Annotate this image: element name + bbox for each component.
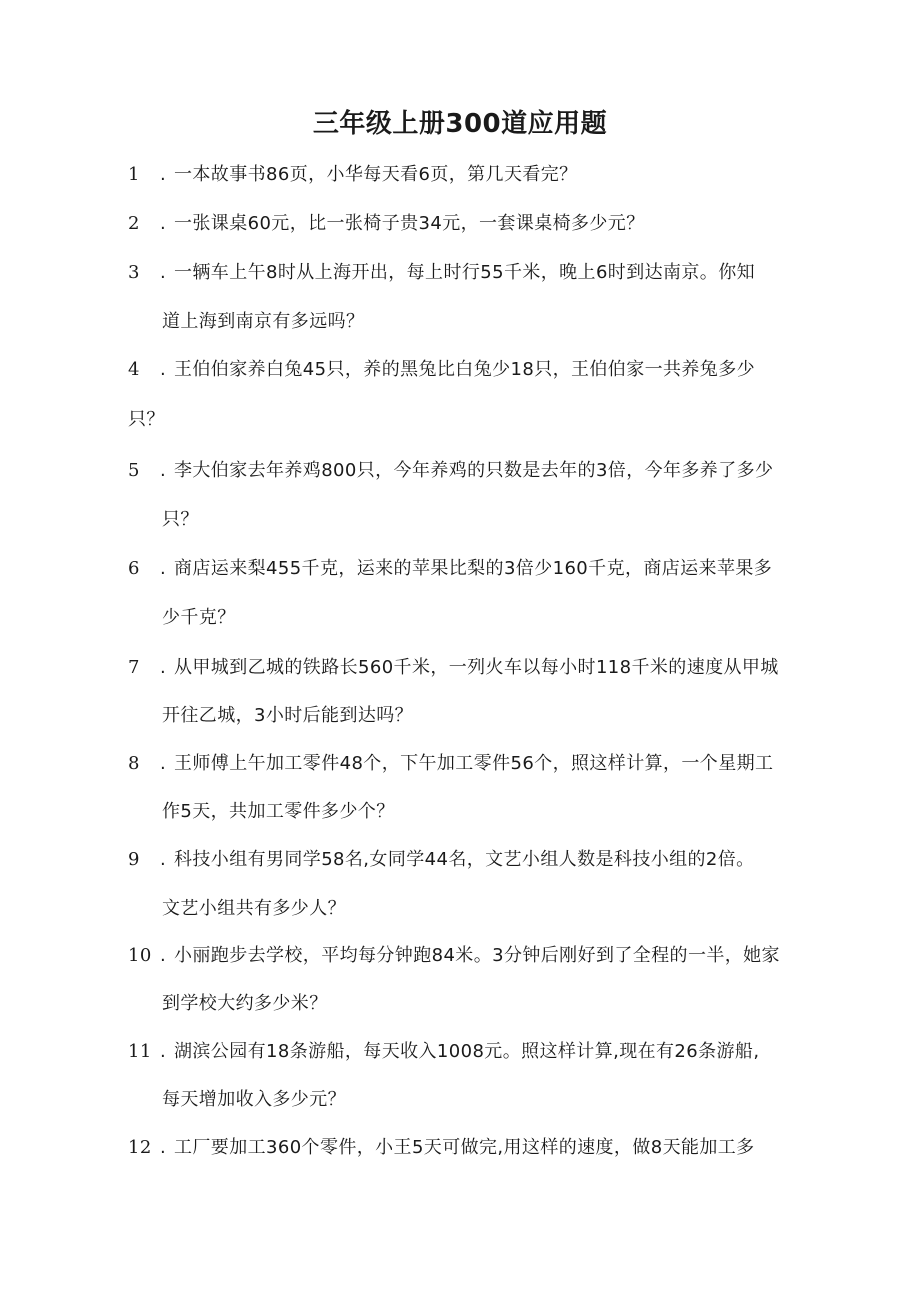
question-12: 12 . 工厂要加工360个零件，小王5天可做完,用这样的速度，做8天能加工多 [128,1133,755,1163]
question-10-continuation: 到学校大约多少米？ [162,993,328,1014]
question-number: 8 [128,753,140,774]
question-6-continuation: 少千克？ [162,607,236,628]
question-8: 8 . 王师傅上午加工零件48个，下午加工零件56个，照这样计算，一个星期工 [128,749,773,779]
question-number: 5 [128,460,140,481]
question-9-continuation: 文艺小组共有多少人？ [162,898,346,919]
question-number: 11 [128,1041,152,1062]
question-5-continuation: 只？ [162,509,199,530]
question-3: 3 . 一辆车上午8时从上海开出，每上时行55千米，晚上6时到达南京。你知 [128,258,755,288]
question-text: 从甲城到乙城的铁路长560千米，一列火车以每小时118千米的速度从甲城 [174,657,779,678]
question-number: 6 [128,558,140,579]
question-text: 工厂要加工360个零件，小王5天可做完,用这样的速度，做8天能加工多 [174,1137,755,1158]
question-number: 7 [128,657,140,678]
question-text: 一辆车上午8时从上海开出，每上时行55千米，晚上6时到达南京。你知 [174,262,756,283]
question-text: 一张课桌60元，比一张椅子贵34元，一套课桌椅多少元？ [174,213,645,234]
question-4: 4 . 王伯伯家养白兔45只，养的黑兔比白兔少18只，王伯伯家一共养兔多少 [128,355,755,385]
question-7: 7 . 从甲城到乙城的铁路长560千米，一列火车以每小时118千米的速度从甲城 [128,653,779,683]
question-text: 商店运来梨455千克，运来的苹果比梨的3倍少160千克，商店运来苹果多 [174,558,773,579]
question-number: 2 [128,213,140,234]
question-text: 王师傅上午加工零件48个，下午加工零件56个，照这样计算，一个星期工 [174,753,774,774]
question-number: 1 [128,164,140,185]
question-text: 一本故事书86页，小华每天看6页，第几天看完？ [174,164,578,185]
question-11: 11 . 湖滨公园有18条游船，每天收入1008元。照这样计算,现在有26条游船, [128,1037,759,1067]
question-7-continuation: 开往乙城，3小时后能到达吗？ [162,705,414,726]
question-2: 2 . 一张课桌60元，比一张椅子贵34元，一套课桌椅多少元？ [128,209,645,239]
question-number: 12 [128,1137,152,1158]
question-text: 湖滨公园有18条游船，每天收入1008元。照这样计算,现在有26条游船, [174,1041,760,1062]
question-text: 科技小组有男同学58名,女同学44名，文艺小组人数是科技小组的2倍。 [174,849,755,870]
question-6: 6 . 商店运来梨455千克，运来的苹果比梨的3倍少160千克，商店运来苹果多 [128,554,772,584]
question-5: 5 . 李大伯家去年养鸡800只，今年养鸡的只数是去年的3倍，今年多养了多少 [128,456,773,486]
question-3-continuation: 道上海到南京有多远吗？ [162,311,365,332]
question-number: 3 [128,262,140,283]
question-10: 10 . 小丽跑步去学校，平均每分钟跑84米。3分钟后刚好到了全程的一半，她家 [128,941,780,971]
question-text: 王伯伯家养白兔45只，养的黑兔比白兔少18只，王伯伯家一共养兔多少 [174,359,756,380]
question-number: 10 [128,945,152,966]
question-11-continuation: 每天增加收入多少元？ [162,1089,346,1110]
question-4-continuation: 只？ [128,409,165,430]
question-1: 1 . 一本故事书86页，小华每天看6页，第几天看完？ [128,160,578,190]
document-title: 三年级上册300道应用题 [312,109,608,139]
question-8-continuation: 作5天，共加工零件多少个？ [162,801,395,822]
question-9: 9 . 科技小组有男同学58名,女同学44名，文艺小组人数是科技小组的2倍。 [128,845,755,875]
question-number: 4 [128,359,140,380]
question-text: 小丽跑步去学校，平均每分钟跑84米。3分钟后刚好到了全程的一半，她家 [174,945,780,966]
question-number: 9 [128,849,140,870]
question-text: 李大伯家去年养鸡800只，今年养鸡的只数是去年的3倍，今年多养了多少 [174,460,774,481]
